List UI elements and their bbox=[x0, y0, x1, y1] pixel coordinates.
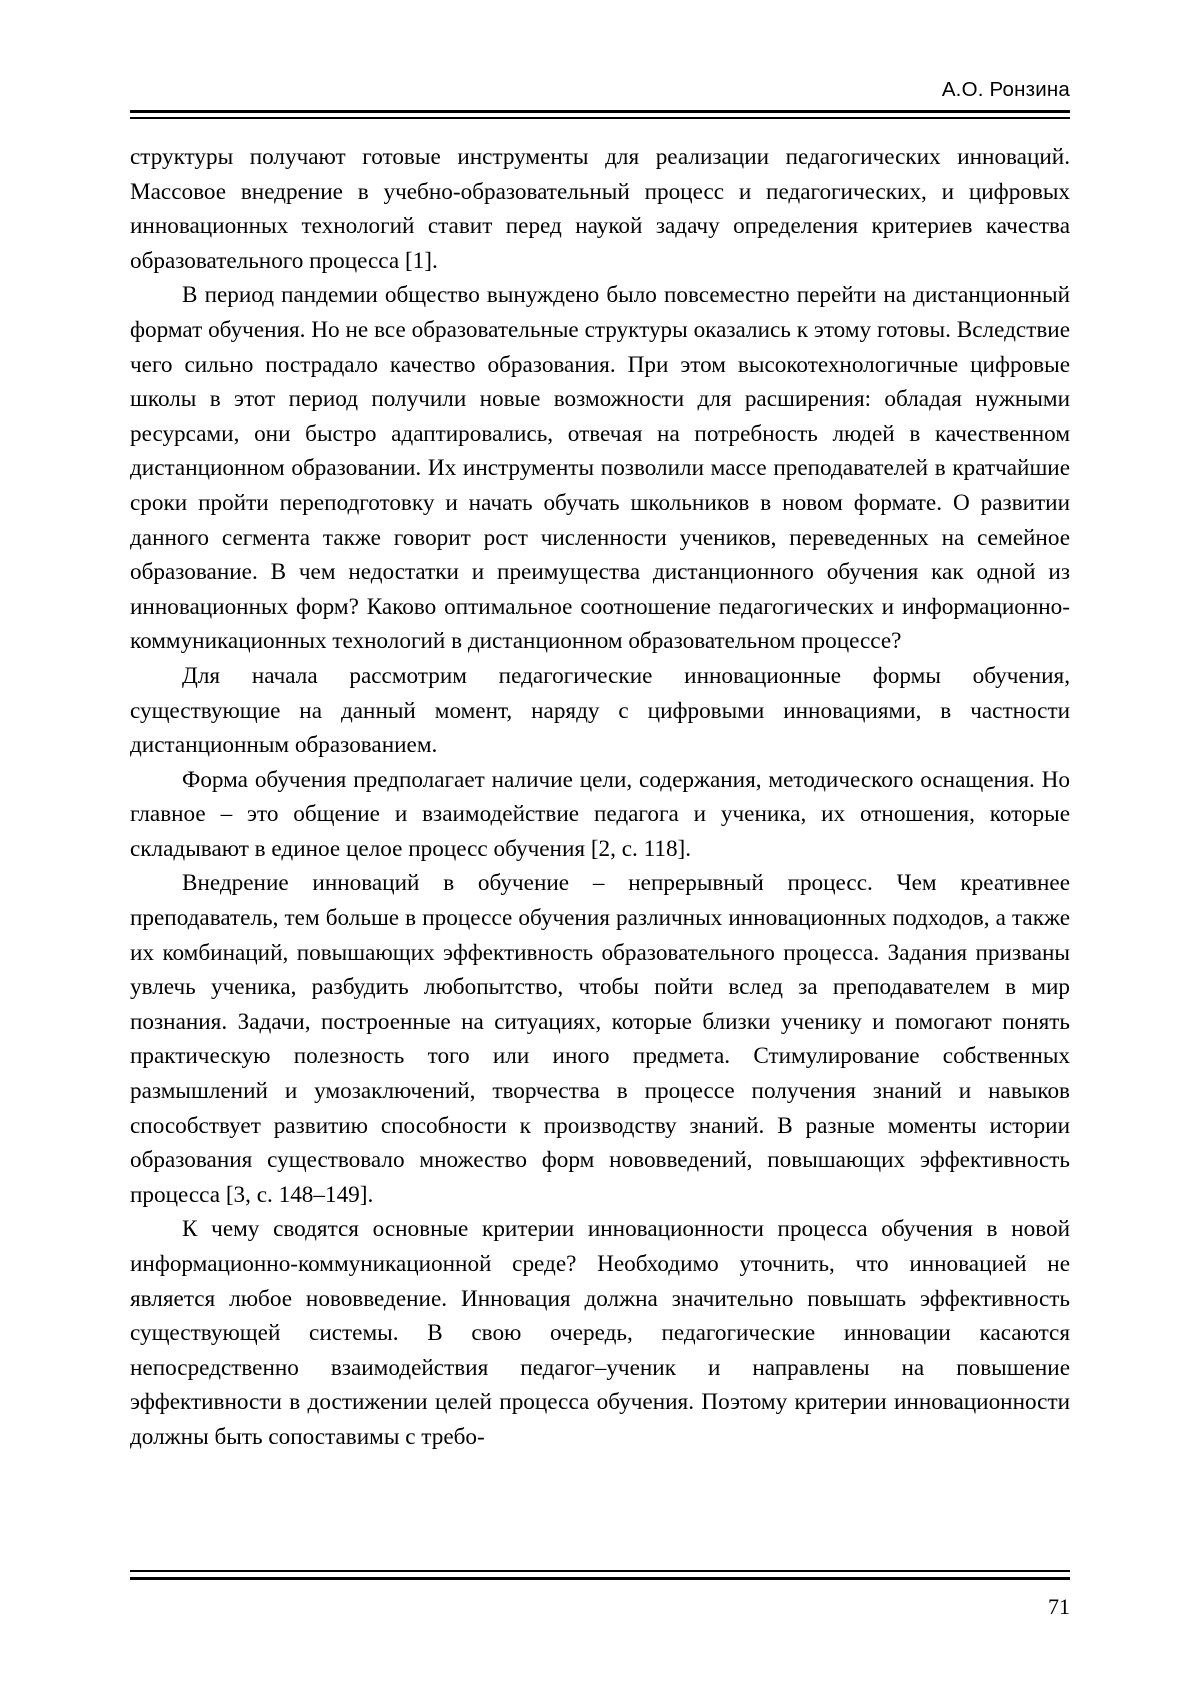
footer-rule-thick bbox=[130, 1577, 1070, 1580]
page-number: 71 bbox=[1048, 1594, 1070, 1619]
header-rule-thin bbox=[130, 117, 1070, 119]
header-rule-thick bbox=[130, 110, 1070, 113]
paragraph: структуры получают готовые инструменты для реализации педагогических инноваций. Массовое внедрение в учебно-образовательный процесс и педагогических, и цифровых инновационных технологий ставит перед наукой задачу определения критериев качества образовательного процесса [1]. bbox=[130, 144, 1070, 274]
body-text bbox=[130, 140, 1070, 1455]
footer-rule-thin bbox=[130, 1570, 1070, 1572]
paragraph: Форма обучения предполагает наличие цели, содержания, методического оснащения. Но главное – это общение и взаимодействие педагога и ученика, их отношения, которые складывают в единое целое процесс обучения [2, с. 118]. bbox=[130, 766, 1070, 862]
paragraph: Для начала рассмотрим педагогические инновационные формы обучения, существующие на данный момент, наряду с цифровыми инновациями, в частности дистанционным образованием. bbox=[130, 662, 1070, 759]
running-head-author: А.О. Ронзина bbox=[941, 78, 1070, 101]
paragraph: Внедрение инноваций в обучение – непрерывный процесс. Чем креативнее преподаватель, тем больше в процессе обучения различных инновационных подходов, а также их комбинаций, повышающих эффективность образовательного процесса. Задания призваны увлечь ученика, разбудить любопытство, чтобы пойти вслед за преподавателем в мир познания. Задачи, построенные на ситуациях, которые близки ученику и помогают понять практическую полезность того или иного предмета. Стимулирование собственных размышлений и умозаключений, творчества в процессе получения знаний и навыков способствует развитию способности к производству знаний. В разные моменты истории образования существовало множество форм нововведений, повышающих эффективность процесса [3, с. 148–149]. bbox=[130, 870, 1070, 1208]
paragraph: К чему сводятся основные критерии инновационности процесса обучения в новой информационно-коммуникационной среде? Необходимо уточнить, что инновацией не является любое нововведение. Инновация должна значительно повышать эффективность существующей системы. В свою очередь, педагогические инновации касаются непосредственно взаимодействия педагог–ученик и направлены на повышение эффективности в достижении целей процесса обучения. Поэтому критерии инновационности должны быть сопоставимы с требо- bbox=[130, 1216, 1070, 1450]
paragraph: В период пандемии общество вынуждено было повсеместно перейти на дистанционный формат обучения. Но не все образовательные структуры оказались к этому готовы. Вследствие чего сильно пострадало качество образования. При этом высокотехнологичные цифровые школы в этот период получили новые возможности для расширения: обладая нужными ресурсами, они быстро адаптировались, отвечая на потребность людей в качественном дистанционном образовании. Их инструменты позволили массе преподавателей в кратчайшие сроки пройти переподготовку и начать обучать школьников в новом формате. О развитии данного сегмента также говорит рост численности учеников, переведенных на семейное образование. В чем недостатки и преимущества дистанционного обучения как одной из инновационных форм? Каково оптимальное соотношение педагогических и информационно-коммуникационных технологий в дистанционном образовательном процессе? bbox=[130, 282, 1070, 655]
